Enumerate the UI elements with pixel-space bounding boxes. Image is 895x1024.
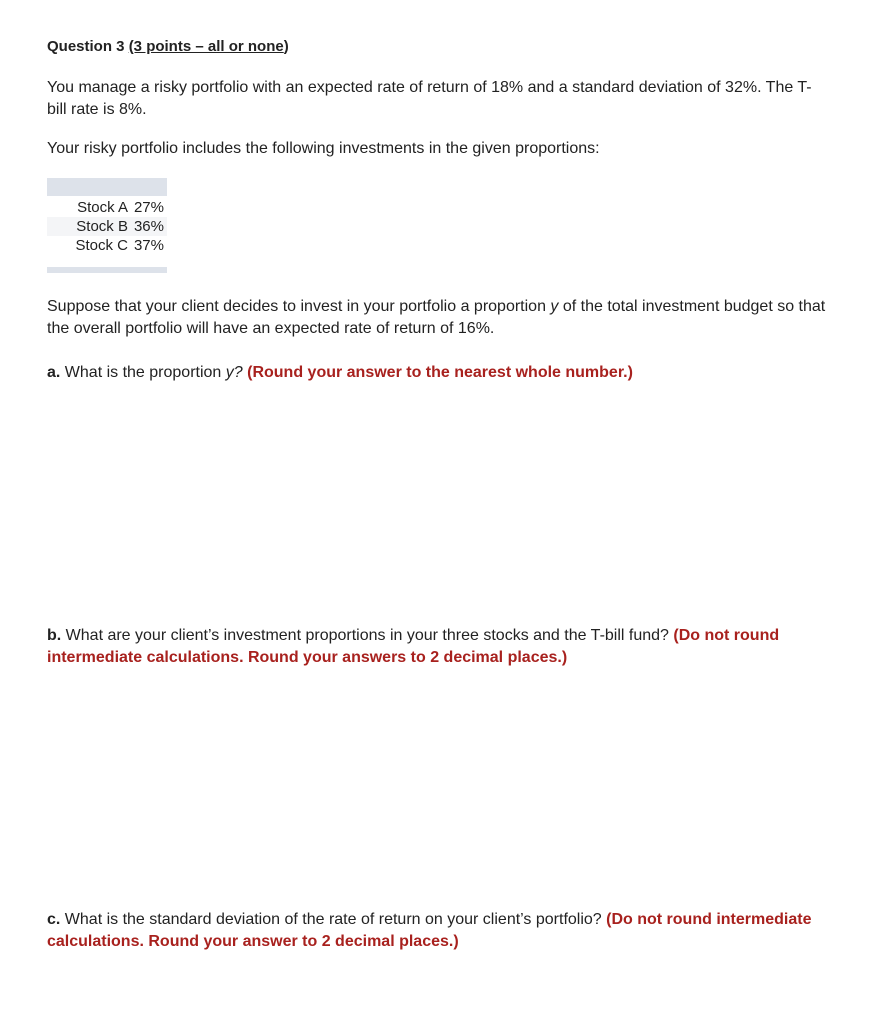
- part-b-question: [47, 625, 827, 669]
- question-title: [47, 38, 289, 55]
- scenario-paragraph: [47, 296, 827, 340]
- question-title-prefix: Question 3: [47, 38, 129, 55]
- stock-proportions-table: [47, 178, 167, 273]
- stock-name: Stock A: [77, 199, 128, 216]
- stock-rows: [47, 196, 167, 255]
- stock-name: Stock B: [76, 218, 128, 235]
- scenario-variable: y: [550, 298, 559, 315]
- stock-value: 36%: [133, 218, 164, 235]
- scenario-text-after: of the total investment budget so that the overall portfolio will have an expected rate of return of 16%.: [47, 298, 826, 337]
- question-points: (3 points – all or none: [128, 38, 284, 55]
- part-a-question: [47, 362, 827, 384]
- part-a-variable: y?: [225, 364, 243, 381]
- question-title-suffix: ): [283, 38, 289, 55]
- part-c-instruction: (Do not round intermediate calculations. Round your answer to 2 decimal places.): [47, 911, 812, 950]
- stock-value: 27%: [133, 199, 164, 216]
- part-a-text: What is the proportion: [60, 364, 226, 381]
- part-b-text: What are your client’s investment proportions in your three stocks and the T-bill fund?: [61, 627, 669, 644]
- part-c-question: [47, 909, 827, 953]
- stock-name: Stock C: [75, 237, 128, 254]
- stock-row-c: [47, 236, 167, 255]
- part-b-label: b.: [47, 627, 62, 644]
- stock-row-b: [47, 217, 167, 236]
- part-a-instruction: (Round your answer to the nearest whole number.): [242, 364, 633, 381]
- part-b-instruction: (Do not round intermediate calculations. Round your answers to 2 decimal places.): [47, 627, 780, 666]
- part-c-text: What is the standard deviation of the rate of return on your client’s portfolio?: [60, 911, 602, 928]
- investments-paragraph: Your risky portfolio includes the following investments in the given proportions:: [47, 140, 600, 157]
- stock-row-a: [47, 198, 167, 217]
- scenario-text-before: Suppose that your client decides to invest in your portfolio a proportion: [47, 298, 551, 315]
- table-footer-band: [47, 267, 167, 273]
- intro-paragraph: You manage a risky portfolio with an expected rate of return of 18% and a standard deviation of 32%. The T-bill rate is 8%.: [47, 79, 812, 118]
- stock-value: 37%: [133, 237, 164, 254]
- table-header-band: [47, 178, 167, 196]
- part-c-label: c.: [47, 911, 61, 928]
- part-a-label: a.: [47, 364, 61, 381]
